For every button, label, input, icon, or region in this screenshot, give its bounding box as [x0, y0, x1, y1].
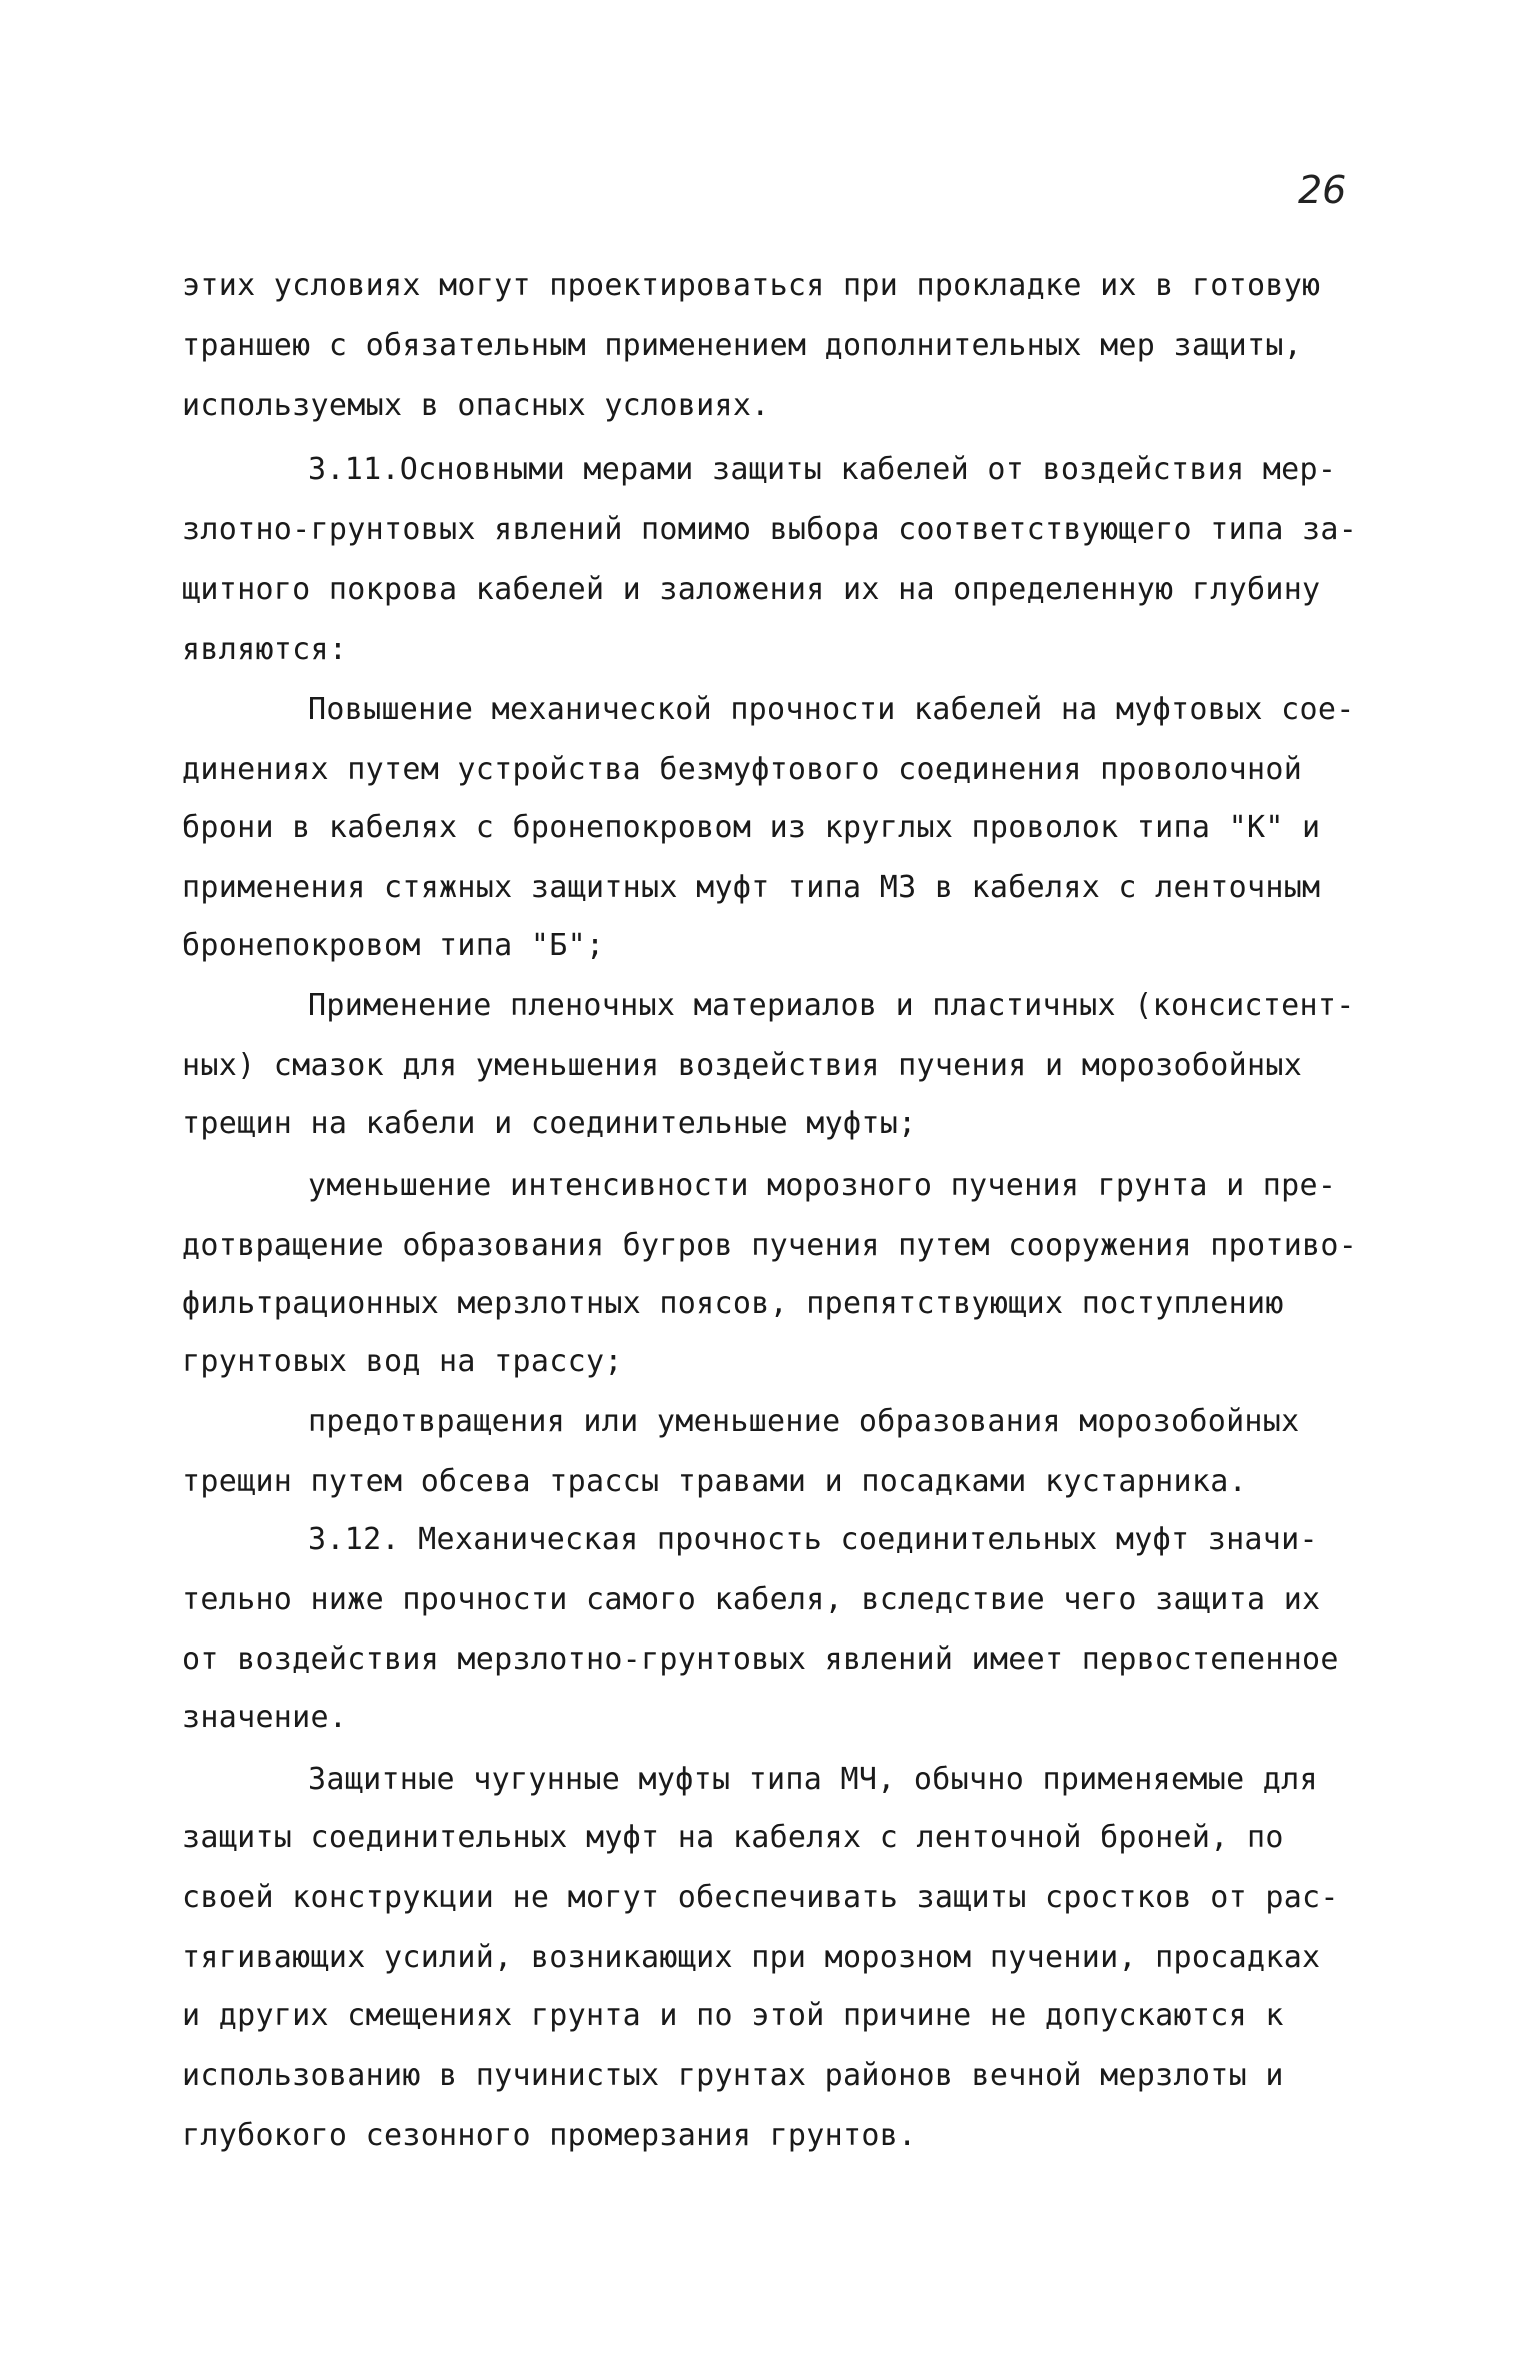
text-line: бронепокровом типа "Б"; — [182, 928, 605, 963]
text-line: значение. — [182, 1700, 348, 1735]
text-line: и других смещениях грунта и по этой причине не допускаются к — [182, 1998, 1284, 2033]
text-line: от воздействия мерзлотно-грунтовых явлений имеет первостепенное — [182, 1642, 1339, 1677]
text-line: щитного покрова кабелей и заложения их на определенную глубину — [182, 572, 1321, 607]
text-line: траншею с обязательным применением дополнительных мер защиты, — [182, 328, 1303, 363]
text-line: использованию в пучинистых грунтах районов вечной мерзлоты и — [182, 2058, 1284, 2093]
text-line: Повышение механической прочности кабелей на муфтовых сое- — [308, 692, 1355, 727]
text-line: тельно ниже прочности самого кабеля, вследствие чего защита их — [182, 1582, 1321, 1617]
text-line: Применение пленочных материалов и пластичных (консистент- — [308, 988, 1355, 1023]
text-line: этих условиях могут проектироваться при прокладке их в готовую — [182, 268, 1321, 303]
text-line: фильтрационных мерзлотных поясов, препятствующих поступлению — [182, 1286, 1284, 1321]
text-line: применения стяжных защитных муфт типа МЗ в кабелях с ленточным — [182, 870, 1321, 905]
text-line: трещин путем обсева трассы травами и посадками кустарника. — [182, 1464, 1247, 1499]
text-line: защиты соединительных муфт на кабелях с ленточной броней, по — [182, 1820, 1284, 1855]
text-line: предотвращения или уменьшение образования морозобойных — [308, 1404, 1300, 1439]
text-line: злотно-грунтовых явлений помимо выбора соответствующего типа за- — [182, 512, 1358, 547]
text-line: грунтовых вод на трассу; — [182, 1344, 623, 1379]
page-number: 26 — [1298, 168, 1347, 212]
text-line: используемых в опасных условиях. — [182, 388, 770, 423]
text-line: тягивающих усилий, возникающих при морозном пучении, просадках — [182, 1940, 1321, 1975]
text-line: 3.11.Основными мерами защиты кабелей от воздействия мер- — [308, 452, 1337, 487]
text-line: Защитные чугунные муфты типа МЧ, обычно применяемые для — [308, 1762, 1318, 1797]
text-line: являются: — [182, 632, 348, 667]
text-line: 3.12. Механическая прочность соединительных муфт значи- — [308, 1522, 1318, 1557]
text-line: глубокого сезонного промерзания грунтов. — [182, 2118, 917, 2153]
text-line: трещин на кабели и соединительные муфты; — [182, 1106, 917, 1141]
text-line: своей конструкции не могут обеспечивать защиты сростков от рас- — [182, 1880, 1339, 1915]
text-line: ных) смазок для уменьшения воздействия пучения и морозобойных — [182, 1048, 1303, 1083]
text-line: брони в кабелях с бронепокровом из круглых проволок типа "К" и — [182, 810, 1321, 845]
text-line: дотвращение образования бугров пучения путем сооружения противо- — [182, 1228, 1358, 1263]
text-line: динениях путем устройства безмуфтового соединения проволочной — [182, 752, 1303, 787]
text-line: уменьшение интенсивности морозного пучения грунта и пре- — [308, 1168, 1337, 1203]
